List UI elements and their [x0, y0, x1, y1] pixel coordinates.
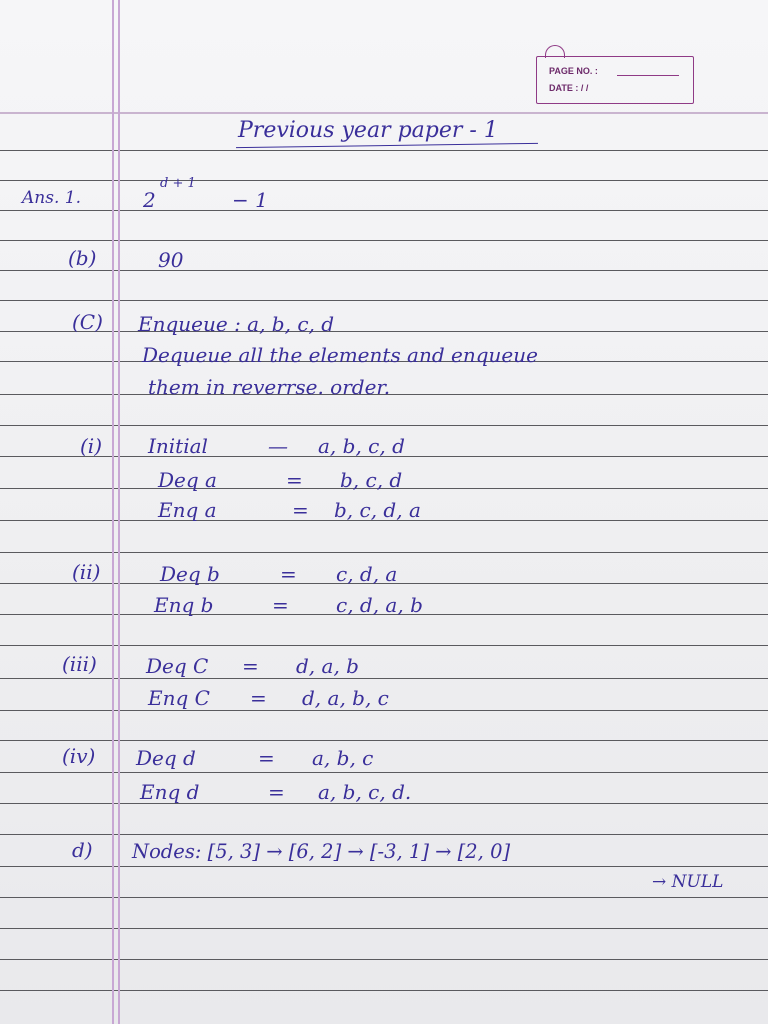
answer-d-nodes: Nodes: [5, 3] → [6, 2] → [-3, 1] → [2, 0] — [132, 840, 511, 863]
page-rule — [0, 180, 768, 181]
step-iv-val: a, b, c — [312, 746, 374, 770]
page-rule — [0, 210, 768, 211]
step-iii-op: Enq C — [148, 686, 210, 710]
step-iii-eq: = — [250, 686, 267, 710]
page-rule — [0, 270, 768, 271]
answer-c-label: (C) — [72, 310, 103, 334]
step-i-op: Initial — [148, 434, 208, 458]
page-rule — [0, 928, 768, 929]
page-rule — [0, 645, 768, 646]
title-underline — [236, 143, 538, 148]
page-rule — [0, 866, 768, 867]
step-iv-label: (iv) — [62, 744, 96, 768]
page-rule — [0, 990, 768, 991]
step-ii-op: Deq b — [160, 562, 220, 586]
step-i-op: Deq a — [158, 468, 217, 492]
step-iv-eq: = — [268, 780, 285, 804]
step-ii-op: Enq b — [154, 593, 214, 617]
step-ii-val: c, d, a — [336, 562, 398, 586]
step-i-eq: = — [286, 468, 303, 492]
page-no-label: PAGE NO. : — [549, 66, 598, 76]
step-iv-val: a, b, c, d. — [318, 780, 412, 804]
answer-d-tail: → NULL — [652, 872, 724, 892]
answer-c-line-3: them in reverrse. order. — [148, 375, 391, 399]
page-rule — [0, 300, 768, 301]
answer-1-rest: − 1 — [232, 188, 268, 212]
step-iv-op: Enq d — [140, 780, 200, 804]
step-iii-op: Deq C — [146, 654, 209, 678]
margin-line — [118, 0, 120, 1024]
step-i-val: b, c, d, a — [334, 498, 421, 522]
step-ii-eq: = — [280, 562, 297, 586]
page-rule — [0, 112, 768, 114]
step-i-label: (i) — [80, 434, 103, 458]
step-iii-label: (iii) — [62, 652, 97, 676]
page-date-stamp — [536, 56, 694, 104]
answer-b-value: 90 — [158, 248, 184, 272]
page-rule — [0, 740, 768, 741]
page-rule — [0, 678, 768, 679]
step-i-op: Enq a — [158, 498, 217, 522]
answer-1-exponent: d + 1 — [160, 176, 196, 191]
page-rule — [0, 772, 768, 773]
page-rule — [0, 552, 768, 553]
step-iv-op: Deq d — [136, 746, 196, 770]
answer-c-line-2: Dequeue all the elements and enqueue — [142, 343, 538, 367]
answer-1-base: 2 — [143, 188, 156, 212]
page-title: Previous year paper - 1 — [238, 118, 498, 143]
page-no-blank — [617, 75, 679, 76]
page-rule — [0, 959, 768, 960]
answer-1-label: Ans. 1. — [22, 188, 81, 208]
step-ii-label: (ii) — [72, 560, 101, 584]
step-ii-val: c, d, a, b — [336, 593, 423, 617]
answer-d-label: d) — [72, 838, 93, 862]
step-iii-val: d, a, b, c — [302, 686, 389, 710]
step-i-eq: = — [292, 498, 309, 522]
step-iii-val: d, a, b — [296, 654, 359, 678]
answer-b-label: (b) — [68, 246, 97, 270]
page-rule — [0, 897, 768, 898]
page-rule — [0, 834, 768, 835]
page-rule — [0, 710, 768, 711]
step-iii-eq: = — [242, 654, 259, 678]
step-ii-eq: = — [272, 593, 289, 617]
margin-line — [112, 0, 114, 1024]
page-rule — [0, 240, 768, 241]
page-rule — [0, 425, 768, 426]
step-i-val: b, c, d — [340, 468, 403, 492]
step-i-val: a, b, c, d — [318, 434, 405, 458]
answer-c-line-1: Enqueue : a, b, c, d — [138, 312, 335, 336]
step-i-eq: — — [268, 434, 288, 458]
step-iv-eq: = — [258, 746, 275, 770]
page-rule — [0, 331, 768, 332]
date-label: DATE : / / — [549, 83, 589, 93]
page-rule — [0, 150, 768, 151]
